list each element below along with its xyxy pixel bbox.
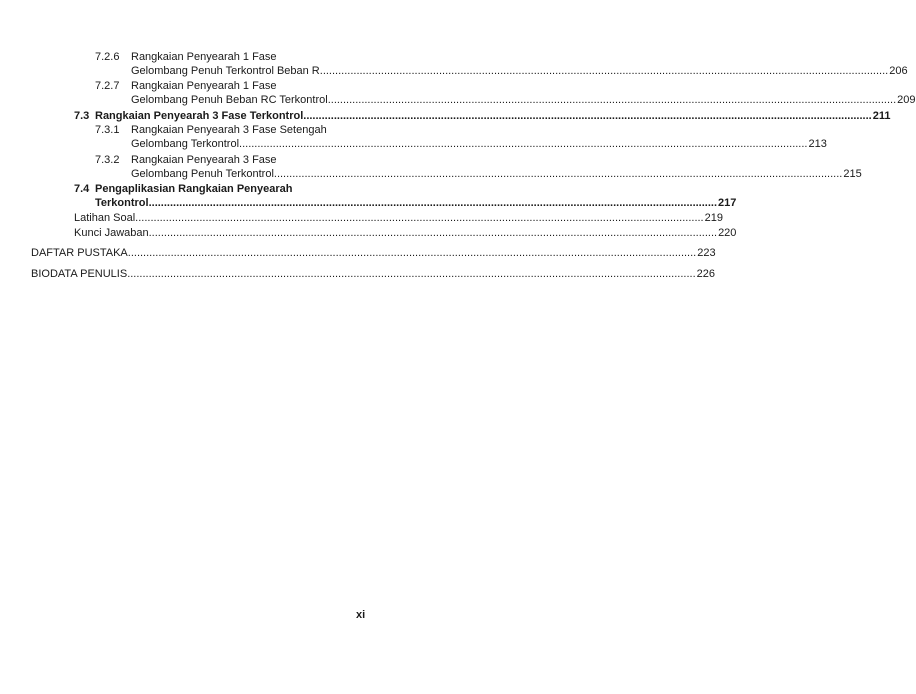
toc-entry-kunci-jawaban-page: 220 <box>718 227 737 239</box>
leader-dots <box>149 197 717 210</box>
leader-dots <box>239 138 807 151</box>
leader-dots <box>128 247 696 260</box>
toc-entry-7-4-number: 7.4 <box>74 183 90 195</box>
toc-entry-7-2-7-number: 7.2.7 <box>95 80 120 92</box>
toc-entry-7-2-6-title-line1: Rangkaian Penyearah 1 Fase <box>131 51 277 63</box>
leader-dots <box>149 227 717 240</box>
page-number: xi <box>356 609 366 621</box>
toc-entry-7-3-1-title-line2: Gelombang Terkontrol <box>131 138 240 150</box>
toc-entry-7-4-title-line1: Pengaplikasian Rangkaian Penyearah <box>95 183 293 195</box>
leader-dots <box>127 268 695 281</box>
toc-entry-7-2-7[interactable] <box>131 94 916 107</box>
toc-entry-7-4-title-line2: Terkontrol <box>95 197 149 209</box>
toc-entry-7-3[interactable] <box>95 110 891 123</box>
toc-entry-biodata-penulis[interactable] <box>31 268 715 281</box>
toc-entry-biodata-penulis-page: 226 <box>696 268 715 280</box>
toc-entry-7-3-2-number: 7.3.2 <box>95 154 120 166</box>
toc-entry-latihan-soal-title: Latihan Soal <box>74 212 136 224</box>
toc-entry-7-3-1-page: 213 <box>808 138 827 150</box>
leader-dots <box>135 212 703 225</box>
toc-entry-7-4[interactable] <box>95 197 737 210</box>
leader-dots <box>320 65 888 78</box>
toc-entry-kunci-jawaban[interactable] <box>74 227 737 240</box>
leader-dots <box>303 110 871 123</box>
toc-entry-kunci-jawaban-title: Kunci Jawaban <box>74 227 149 239</box>
leader-dots <box>328 94 896 107</box>
toc-entry-7-2-6-title-line2: Gelombang Penuh Terkontrol Beban R <box>131 65 320 77</box>
toc-entry-7-2-6[interactable] <box>131 65 908 78</box>
toc-entry-7-2-6-number: 7.2.6 <box>95 51 120 63</box>
toc-entry-7-3-2-title-line1: Rangkaian Penyearah 3 Fase <box>131 154 277 166</box>
toc-entry-daftar-pustaka-title: DAFTAR PUSTAKA <box>31 247 128 259</box>
toc-entry-7-3-1[interactable] <box>131 138 827 151</box>
toc-entry-7-3-2[interactable] <box>131 168 862 181</box>
toc-entry-7-3-page: 211 <box>872 110 891 122</box>
toc-entry-7-3-2-page: 215 <box>843 168 862 180</box>
toc-entry-7-3-2-title-line2: Gelombang Penuh Terkontrol <box>131 168 274 180</box>
toc-entry-daftar-pustaka-page: 223 <box>697 247 716 259</box>
toc-entry-7-4-page: 217 <box>718 197 737 209</box>
toc-entry-7-3-title: Rangkaian Penyearah 3 Fase Terkontrol <box>95 110 304 122</box>
toc-entry-7-2-7-title-line1: Rangkaian Penyearah 1 Fase <box>131 80 277 92</box>
toc-entry-7-3-number: 7.3 <box>74 110 90 122</box>
leader-dots <box>274 168 842 181</box>
toc-entry-7-3-1-title-line1: Rangkaian Penyearah 3 Fase Setengah <box>131 124 327 136</box>
toc-entry-daftar-pustaka[interactable] <box>31 247 716 260</box>
toc-entry-7-2-6-page: 206 <box>889 65 908 77</box>
toc-entry-biodata-penulis-title: BIODATA PENULIS <box>31 268 128 280</box>
toc-entry-7-2-7-page: 209 <box>897 94 916 106</box>
toc-entry-latihan-soal[interactable] <box>74 212 723 225</box>
toc-entry-7-3-1-number: 7.3.1 <box>95 124 120 136</box>
toc-entry-latihan-soal-page: 219 <box>704 212 723 224</box>
toc-entry-7-2-7-title-line2: Gelombang Penuh Beban RC Terkontrol <box>131 94 328 106</box>
